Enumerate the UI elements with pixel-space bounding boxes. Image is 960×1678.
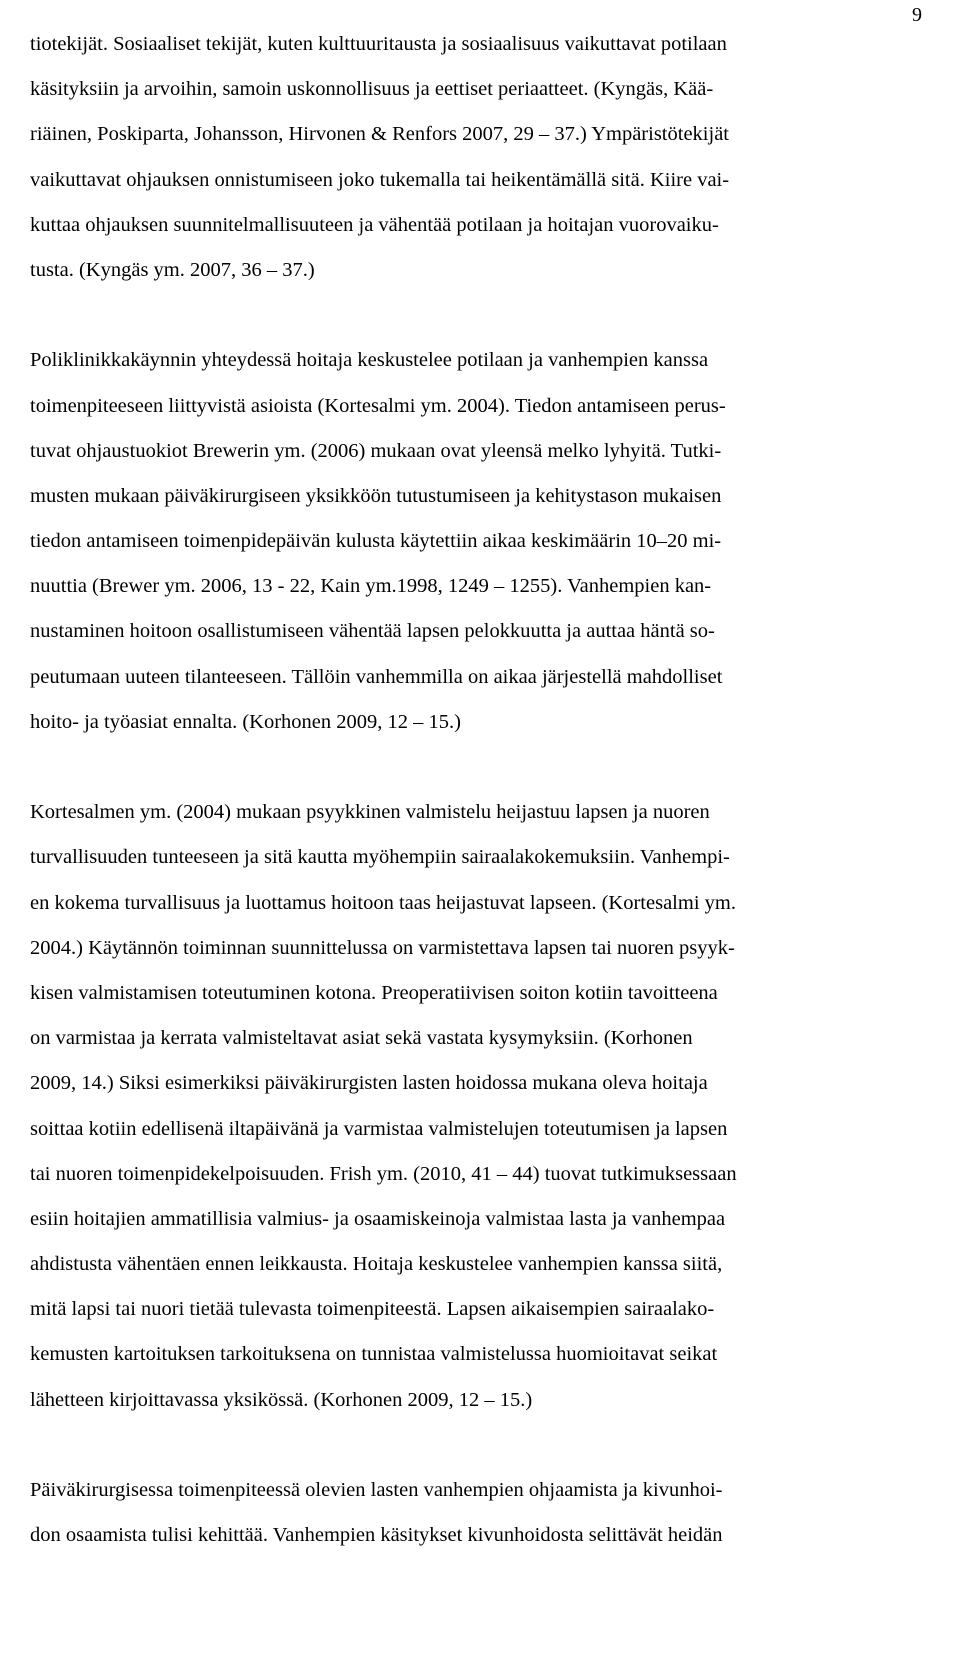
- text-line: tuvat ohjaustuokiot Brewerin ym. (2006) mukaan ovat yleensä melko lyhyitä. Tutki-: [30, 439, 722, 462]
- text-line: Päiväkirurgisessa toimenpiteessä olevien lasten vanhempien ohjaamista ja kivunhoi-: [30, 1479, 723, 1501]
- text-line: tiedon antamiseen toimenpidepäivän kulusta käytettiin aikaa keskimäärin 10–20 mi-: [30, 530, 722, 553]
- text-line: tiotekijät. Sosiaaliset tekijät, kuten kulttuuritausta ja sosiaalisuus vaikuttavat potilaan: [30, 33, 727, 55]
- text-line: lähetteen kirjoittavassa yksikössä. (Korhonen 2009, 12 – 15.): [30, 1388, 533, 1411]
- text-line: ahdistusta vähentäen ennen leikkausta. Hoitaja keskustelee vanhempien kanssa siitä,: [30, 1253, 723, 1276]
- text-line: Kortesalmen ym. (2004) mukaan psyykkinen valmistelu heijastuu lapsen ja nuoren: [30, 801, 710, 824]
- text-line: kemusten kartoituksen tarkoituksena on tunnistaa valmistelussa huomioitavat seikat: [30, 1343, 718, 1366]
- text-line: kisen valmistamisen toteutuminen kotona. Preoperatiivisen soiton kotiin tavoitteena: [30, 981, 718, 1004]
- text-line: musten mukaan päiväkirurgiseen yksikköön tutustumiseen ja kehitystason mukaisen: [30, 484, 722, 507]
- text-line: don osaamista tulisi kehittää. Vanhempien käsitykset kivunhoidosta selittävät heidän: [30, 1524, 723, 1547]
- paragraph: [30, 22, 950, 293]
- paragraph: [30, 338, 950, 745]
- text-line: nuuttia (Brewer ym. 2006, 13 - 22, Kain ym.1998, 1249 – 1255). Vanhempien kan-: [30, 575, 712, 598]
- text-line: 2009, 14.) Siksi esimerkiksi päiväkirurgisten lasten hoidossa mukana oleva hoitaja: [30, 1072, 708, 1095]
- paragraph-gap: [30, 1423, 950, 1468]
- text-line: soittaa kotiin edellisenä iltapäivänä ja varmistaa valmistelujen toteutumisen ja lapsen: [30, 1117, 728, 1140]
- body-text: [30, 22, 950, 1558]
- text-line: tai nuoren toimenpidekelpoisuuden. Frish ym. (2010, 41 – 44) tuovat tutkimuksessaan: [30, 1162, 737, 1185]
- text-line: tusta. (Kyngäs ym. 2007, 36 – 37.): [30, 258, 315, 281]
- text-line: käsityksiin ja arvoihin, samoin uskonnollisuus ja eettiset periaatteet. (Kyngäs, Kää-: [30, 78, 714, 101]
- text-line: esiin hoitajien ammatillisia valmius- ja osaamiskeinoja valmistaa lasta ja vanhempaa: [30, 1207, 726, 1230]
- text-line: peutumaan uuteen tilanteeseen. Tällöin vanhemmilla on aikaa järjestellä mahdolliset: [30, 665, 723, 688]
- text-line: mitä lapsi tai nuori tietää tulevasta toimenpiteestä. Lapsen aikaisempien sairaalako-: [30, 1298, 715, 1321]
- paragraph: [30, 790, 950, 1423]
- text-line: hoito- ja työasiat ennalta. (Korhonen 2009, 12 – 15.): [30, 710, 461, 733]
- text-line: Poliklinikkakäynnin yhteydessä hoitaja keskustelee potilaan ja vanhempien kanssa: [30, 349, 709, 372]
- text-line: toimenpiteeseen liittyvistä asioista (Kortesalmi ym. 2004). Tiedon antamiseen perus-: [30, 394, 726, 417]
- text-line: vaikuttavat ohjauksen onnistumiseen joko tukemalla tai heikentämällä sitä. Kiire vai-: [30, 168, 730, 191]
- page-number: 9: [912, 4, 922, 26]
- text-line: 2004.) Käytännön toiminnan suunnittelussa on varmistettava lapsen tai nuoren psyyk-: [30, 936, 735, 959]
- paragraph-gap: [30, 293, 950, 338]
- text-line: turvallisuuden tunteeseen ja sitä kautta myöhempiin sairaalakokemuksiin. Vanhempi-: [30, 846, 730, 869]
- text-line: riäinen, Poskiparta, Johansson, Hirvonen & Renfors 2007, 29 – 37.) Ympäristötekijät: [30, 123, 729, 146]
- text-line: on varmistaa ja kerrata valmisteltavat asiat sekä vastata kysymyksiin. (Korhonen: [30, 1027, 693, 1050]
- text-line: nustaminen hoitoon osallistumiseen vähentää lapsen pelokkuutta ja auttaa häntä so-: [30, 620, 715, 643]
- paragraph: [30, 1468, 950, 1558]
- text-line: kuttaa ohjauksen suunnitelmallisuuteen ja vähentää potilaan ja hoitajan vuorovaiku-: [30, 213, 719, 236]
- paragraph-gap: [30, 745, 950, 790]
- text-line: en kokema turvallisuus ja luottamus hoitoon taas heijastuvat lapseen. (Kortesalmi ym.: [30, 891, 736, 914]
